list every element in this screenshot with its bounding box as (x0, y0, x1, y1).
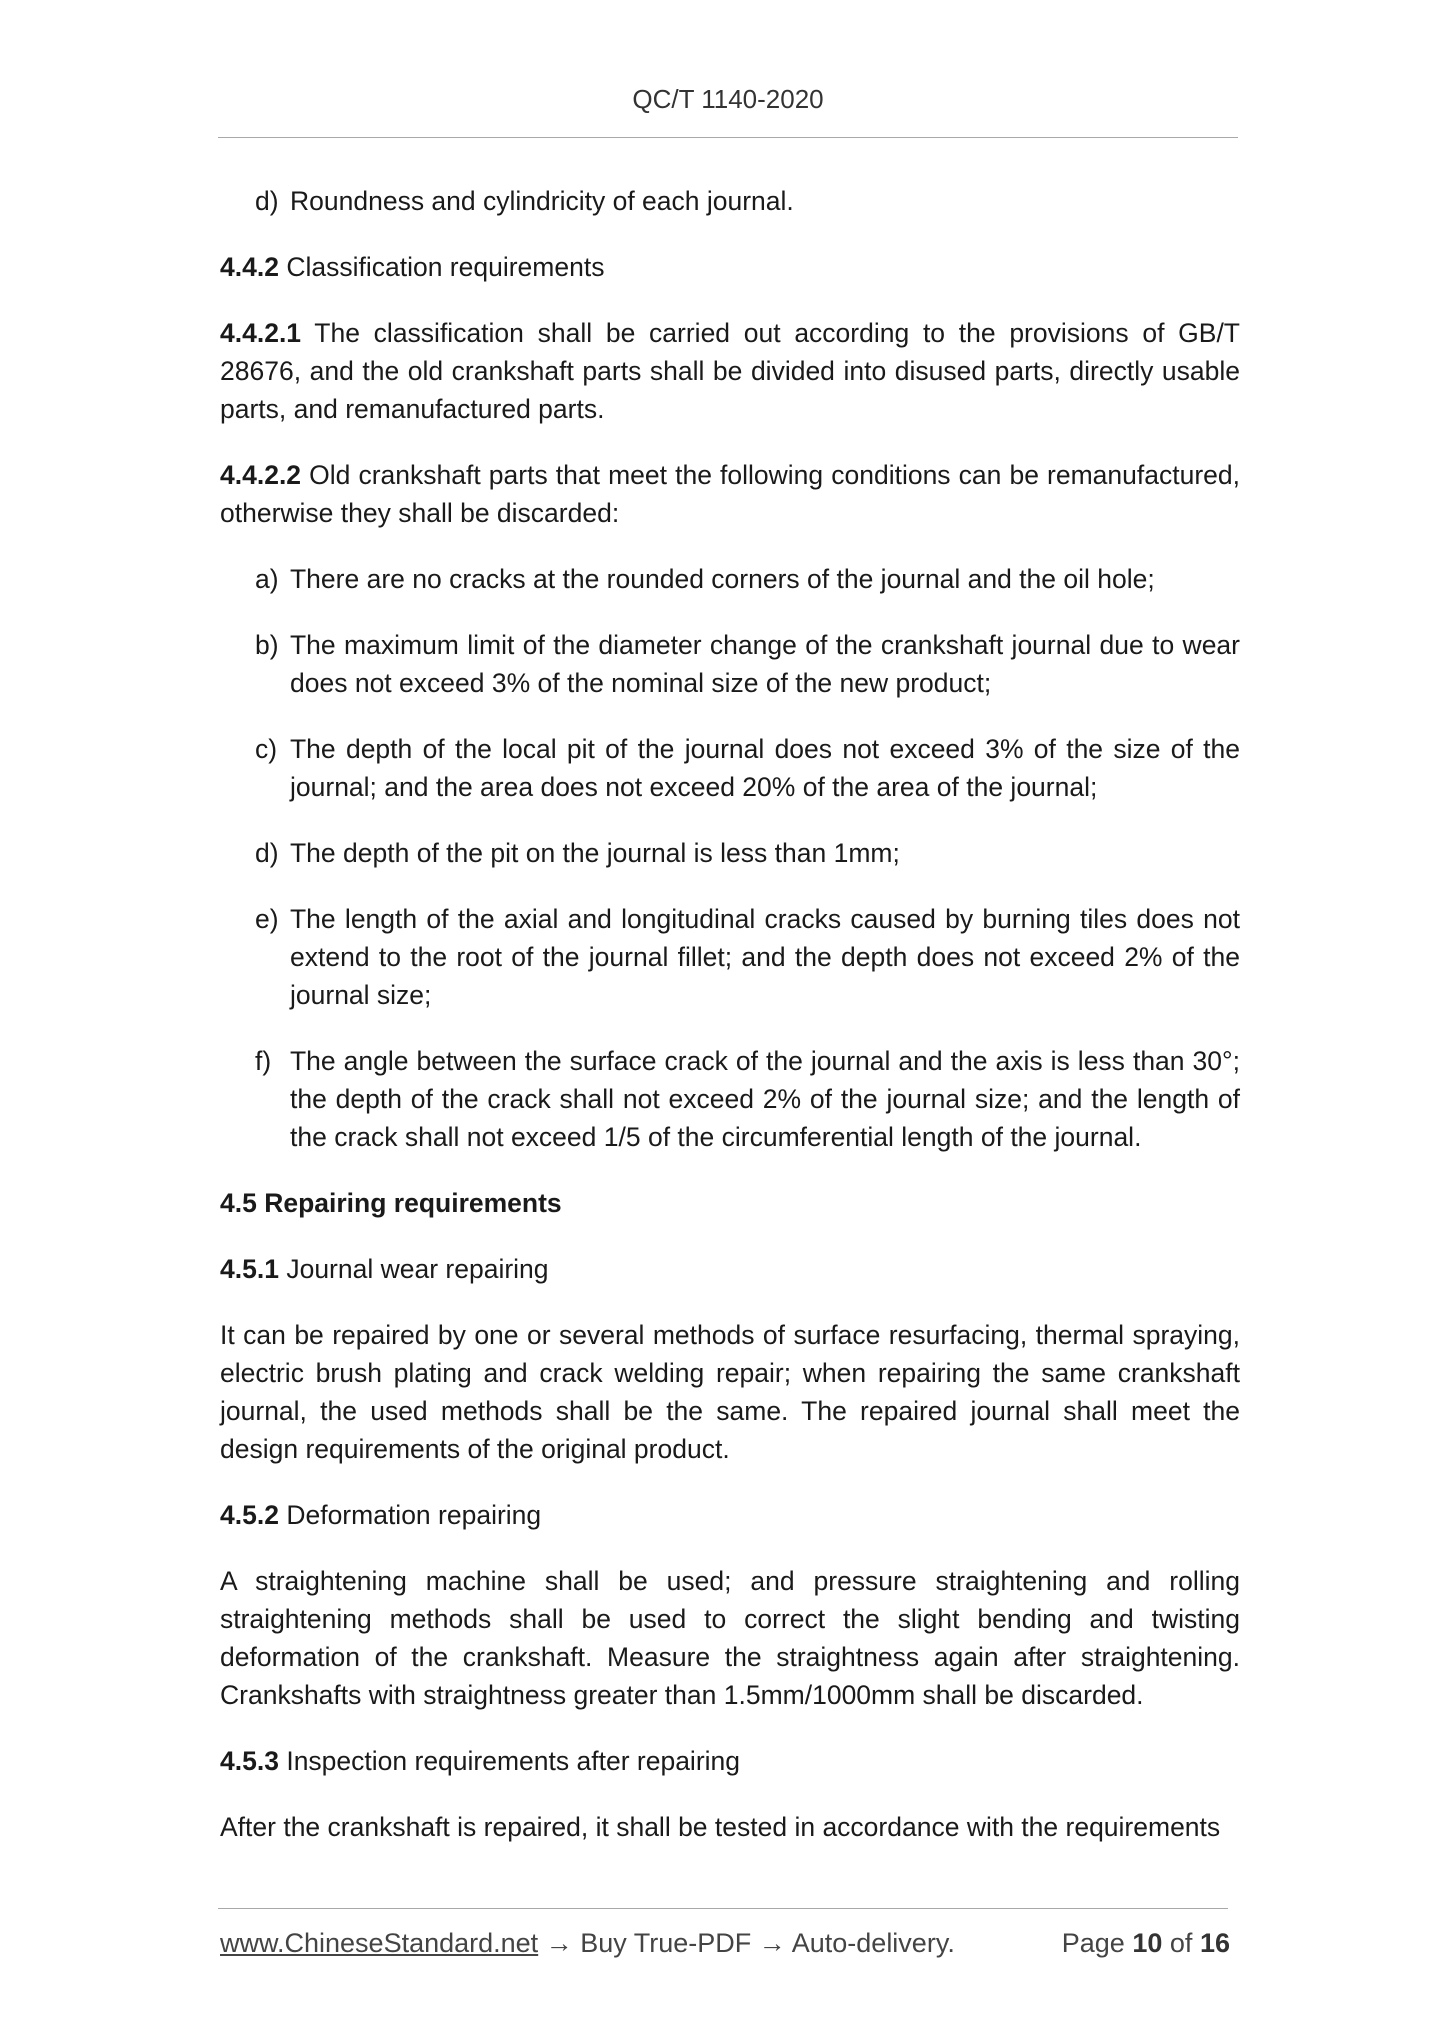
list-item-text: The angle between the surface crack of the journal and the axis is less than 30°; the depth of the crack shall not exceed 2% of the journal size; and the length of the crack shall not exceed 1/5 of the circumferential length of the journal. (290, 1046, 1240, 1152)
of-word: of (1169, 1928, 1193, 1958)
list-item-text: The depth of the pit on the journal is less than 1mm; (290, 838, 900, 868)
section-number: 4.5.1 (220, 1254, 279, 1284)
document-body (220, 182, 1240, 1874)
list-item-label: d) (255, 838, 279, 868)
list-item-label: c) (255, 734, 278, 764)
list-item (255, 626, 1240, 702)
section-title: Classification requirements (286, 252, 605, 282)
section-title: Journal wear repairing (286, 1254, 549, 1284)
section-number: 4.5.3 (220, 1746, 279, 1776)
list-item (255, 1042, 1240, 1156)
clause-number: 4.4.2.1 (220, 318, 302, 348)
list-item-text: The depth of the local pit of the journal does not exceed 3% of the size of the journal; and the area does not exceed 20% of the area of the journal; (290, 734, 1240, 802)
page-total: 16 (1199, 1928, 1230, 1958)
footer-divider (218, 1908, 1228, 1909)
list-item-label: f) (255, 1046, 272, 1076)
list-item (255, 834, 1240, 872)
section-title: Inspection requirements after repairing (286, 1746, 741, 1776)
section-title: 4.5 Repairing requirements (220, 1188, 562, 1218)
site-link[interactable]: www.ChineseStandard.net (220, 1928, 539, 1958)
paragraph-4-5-2: A straightening machine shall be used; and pressure straightening and rolling straightening methods shall be used to correct the slight bending and twisting deformation of the crankshaft. Measure the straightness again after straightening. Crankshafts with straightness greater than 1.5mm/1000mm shall be discarded. (220, 1566, 1240, 1710)
section-heading-4-5 (220, 1184, 1240, 1222)
page-footer (220, 1928, 1230, 1959)
list-item-label: d) (255, 186, 279, 216)
section-heading-4-5-3 (220, 1742, 1240, 1780)
page-number: 10 (1132, 1928, 1163, 1958)
page-indicator (1062, 1928, 1230, 1959)
section-number: 4.5.2 (220, 1500, 279, 1530)
list-item-text: Roundness and cylindricity of each journal. (290, 186, 794, 216)
section-number: 4.4.2 (220, 252, 279, 282)
list-item-text: The length of the axial and longitudinal cracks caused by burning tiles does not extend to the root of the journal fillet; and the depth does not exceed 2% of the journal size; (290, 904, 1240, 1010)
page-header: QC/T 1140-2020 (632, 84, 824, 114)
paragraph-4-5-1: It can be repaired by one or several methods of surface resurfacing, thermal spraying, electric brush plating and crack welding repair; when repairing the same crankshaft journal, the used methods shall be the same. The repaired journal shall meet the design requirements of the original product. (220, 1320, 1240, 1464)
clause-4-4-2-1 (220, 314, 1240, 428)
footer-promo: → Buy True-PDF → Auto-delivery. (538, 1928, 955, 1958)
list-item (255, 730, 1240, 806)
section-heading-4-5-2 (220, 1496, 1240, 1534)
list-item (255, 900, 1240, 1014)
section-heading-4-5-1 (220, 1250, 1240, 1288)
header-divider (218, 137, 1238, 138)
paragraph-4-5-3: After the crankshaft is repaired, it shall be tested in accordance with the requirements (220, 1812, 1221, 1842)
clause-number: 4.4.2.2 (220, 460, 302, 490)
list-item-label: e) (255, 904, 279, 934)
section-title: Deformation repairing (286, 1500, 542, 1530)
clause-text: Old crankshaft parts that meet the following conditions can be remanufactured, otherwise they shall be discarded: (220, 460, 1240, 528)
clause-4-4-2-2 (220, 456, 1240, 532)
clause-text: The classification shall be carried out according to the provisions of GB/T 28676, and the old crankshaft parts shall be divided into disused parts, directly usable parts, and remanufactured parts. (220, 318, 1240, 424)
list-item-label: b) (255, 630, 279, 660)
page-word: Page (1061, 1928, 1125, 1958)
list-item-text: There are no cracks at the rounded corners of the journal and the oil hole; (290, 564, 1155, 594)
list-item-label: a) (255, 564, 279, 594)
list-item (255, 182, 1240, 220)
list-item (255, 560, 1240, 598)
list-item-text: The maximum limit of the diameter change of the crankshaft journal due to wear does not exceed 3% of the nominal size of the new product; (290, 630, 1240, 698)
section-heading-4-4-2 (220, 248, 1240, 286)
